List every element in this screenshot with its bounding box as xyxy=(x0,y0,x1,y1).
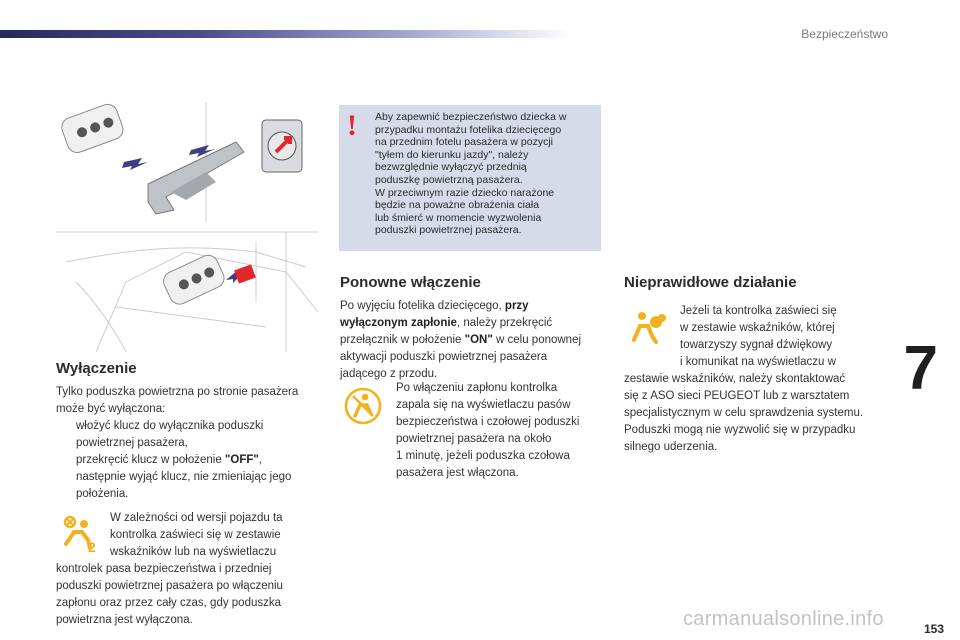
heading-nieprawidlowe: Nieprawidłowe działanie xyxy=(624,274,797,291)
airbag-off-icon xyxy=(60,514,100,559)
key-fob-top xyxy=(59,102,126,155)
heading-ponowne: Ponowne włączenie xyxy=(340,274,481,291)
chapter-number: 7 xyxy=(903,334,938,403)
exclamation-icon: ! xyxy=(347,109,357,142)
step-1: włożyć klucz do wyłącznika poduszki powietrznej pasażera, xyxy=(76,420,264,449)
nieprawidlowe-text-top: Jeżeli ta kontrolka zaświeci się w zestawie wskaźników, której towarzyszy sygnał dźwiękowy i komunikat na wyświetlaczu w xyxy=(680,305,837,368)
wylaczenie-note-bottom: kontrolek pasa bezpieczeństwa i przedniej poduszki powietrznej pasażera po włączeniu zapłonu oraz przez cały czas, gdy poduszka powietrzna jest wyłączona. xyxy=(56,563,283,626)
section-title: Bezpieczeństwo xyxy=(801,27,888,41)
watermark: carmanualsonline.info xyxy=(683,608,884,630)
header-bar xyxy=(0,30,570,38)
airbag-key-switch-illustration xyxy=(56,102,318,352)
step-2: przekręcić klucz w położenie "OFF", xyxy=(76,454,263,466)
airbag-fault-icon xyxy=(630,310,670,351)
step-3: następnie wyjąć klucz, nie zmieniając jego położenia. xyxy=(76,471,292,500)
heading-wylaczenie: Wyłączenie xyxy=(56,360,137,377)
nieprawidlowe-text-bottom: zestawie wskaźników, należy skontaktować się z ASO sieci PEUGEOT lub z warsztatem specjalistycznym w celu sprawdzenia systemu. Poduszki mogą nie wyzwolić się w przypadku silnego uderzenia. xyxy=(624,373,864,453)
ponowne-note: Po włączeniu zapłonu kontrolka zapala się na wyświetlaczu pasów bezpieczeństwa i czołowej poduszki powietrznej pasażera na około 1 minutę, jeżeli poduszka czołowa pasażera jest włączona. xyxy=(396,382,580,479)
ponowne-body: Po wyjęciu fotelika dziecięcego, przy wyłączonym zapłonie, należy przekręcić przełącznik w położenie "ON" w celu ponownej aktywacji poduszki powietrznej pasażera jadącego z przodu. xyxy=(340,300,582,380)
wylaczenie-steps xyxy=(56,418,326,503)
page-number: 153 xyxy=(923,622,944,636)
switch-inset xyxy=(262,120,302,172)
warning-box xyxy=(339,105,601,251)
illustration-svg xyxy=(56,102,318,352)
svg-text:2: 2 xyxy=(88,539,96,554)
airbag-status-icon xyxy=(343,386,383,431)
wylaczenie-note-top: W zależności od wersji pojazdu ta kontrolka zaświeci się w zestawie wskaźników lub na wyświetlaczu xyxy=(110,512,283,558)
wylaczenie-intro: Tylko poduszka powietrzna po stronie pasażera może być wyłączona: xyxy=(56,386,299,415)
warning-text: Aby zapewnić bezpieczeństwo dziecka w przypadku montażu fotelika dziecięcego na przednim fotelu pasażera w pozycji "tyłem do kierunku jazdy", należy bezwzględnie wyłączyć przednią poduszkę powietrzną pasażera. W przeciwnym razie dziecko narażone będzie na poważne obrażenia ciała lub śmierć w momencie wyzwolenia poduszki powietrznej pasażera. xyxy=(375,111,567,237)
